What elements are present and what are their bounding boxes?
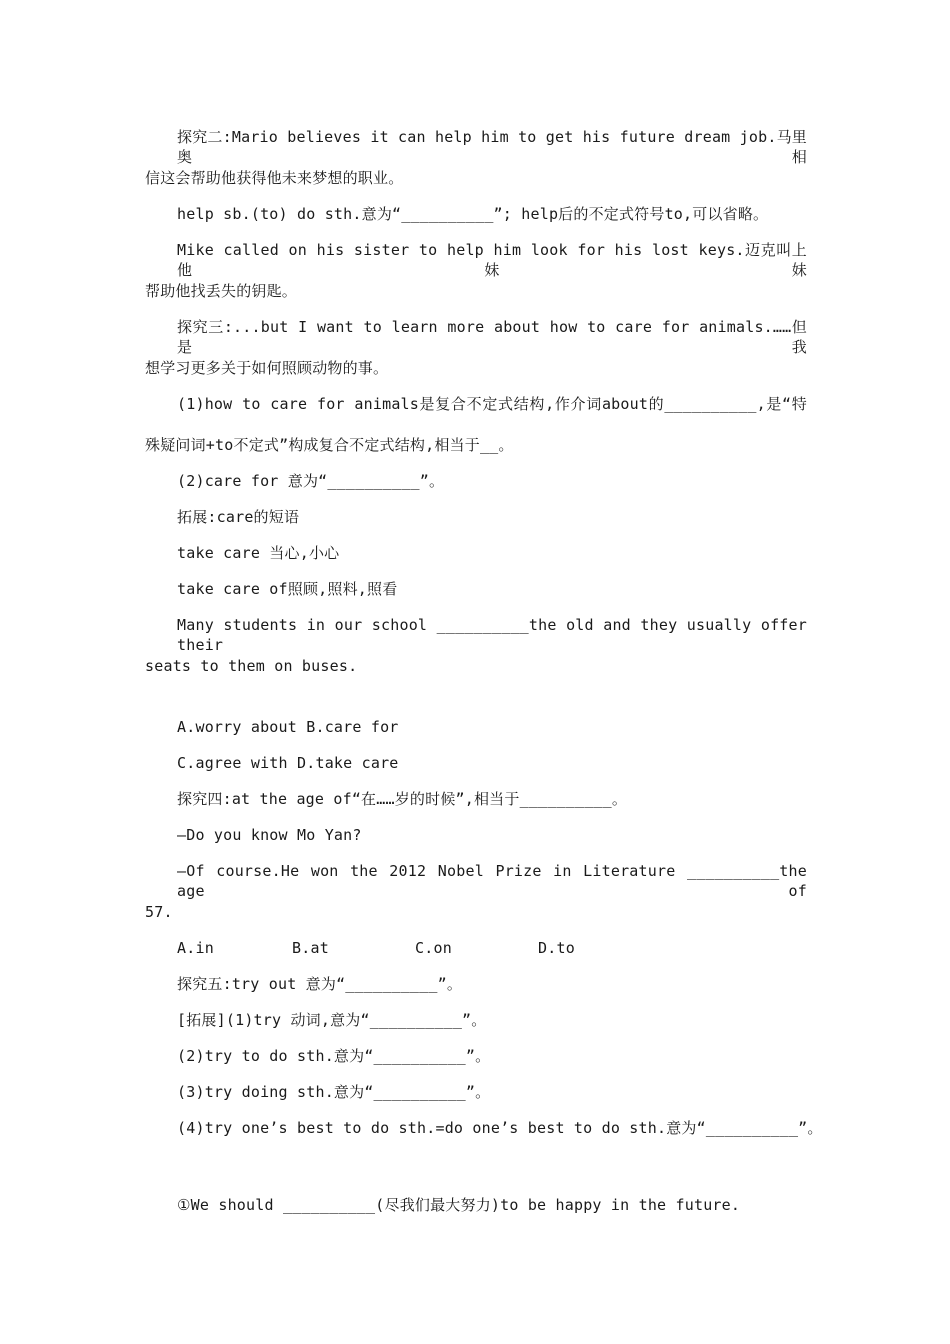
option-c: C.on [415,939,452,957]
explore-three-point-1-line-2: 殊疑问词+to不定式”构成复合不定式结构,相当于__。 [145,436,514,454]
option-d: D.to [538,939,575,957]
explore-three-line-2: 想学习更多关于如何照顾动物的事。 [145,359,389,377]
care-phrases-heading: 拓展:care的短语 [177,508,300,526]
dialogue-line-2: —Of course.He won the 2012 Nobel Prize in Literature __________the age of [177,862,807,900]
dialogue-line-1: —Do you know Mo Yan? [177,826,362,844]
help-example-line-1: Mike called on his sister to help him look for his lost keys.迈克叫上他妹妹 [177,241,807,279]
extension-1: [拓展](1)try 动词,意为“__________”。 [177,1011,487,1029]
explore-five-heading: 探究五:try out 意为“__________”。 [177,975,463,993]
exercise-1: ①We should __________(尽我们最大努力)to be happy in the future. [177,1196,741,1214]
explore-three-line-1: 探究三:...but I want to learn more about how to care for animals.……但是我 [177,318,807,356]
extension-3: (3)try doing sth.意为“__________”。 [177,1083,491,1101]
option-b: B.at [292,939,329,957]
explore-two-line-2: 信这会帮助他获得他未来梦想的职业。 [145,169,404,187]
dialogue-line-2-cont: 57. [145,903,173,921]
explore-three-point-2: (2)care for 意为“__________”。 [177,472,445,490]
explore-two-line-1: 探究二:Mario believes it can help him to get his future dream job.马里奥相 [177,128,807,166]
option-a: A.in [177,939,214,957]
phrase-take-care-of: take care of照顾,照料,照看 [177,580,398,598]
question-1-options-ab: A.worry about B.care for [177,718,399,736]
phrase-take-care: take care 当心,小心 [177,544,340,562]
help-example-line-2: 帮助他找丢失的钥匙。 [145,282,298,300]
question-1-options-cd: C.agree with D.take care [177,754,399,772]
question-1-line-2: seats to them on buses. [145,657,358,675]
explore-three-point-1-line-1: (1)how to care for animals是复合不定式结构,作介词about的__________,是“特 [177,395,807,413]
extension-2: (2)try to do sth.意为“__________”。 [177,1047,491,1065]
extension-4: (4)try one’s best to do sth.=do one’s best to do sth.意为“__________”。 [177,1119,823,1137]
question-1-line-1: Many students in our school __________the old and they usually offer their [177,616,807,654]
question-2-options [177,938,839,958]
help-usage-note: help sb.(to) do sth.意为“__________”; help后的不定式符号to,可以省略。 [177,205,769,223]
explore-four-heading: 探究四:at the age of“在……岁的时候”,相当于__________。 [177,790,628,808]
